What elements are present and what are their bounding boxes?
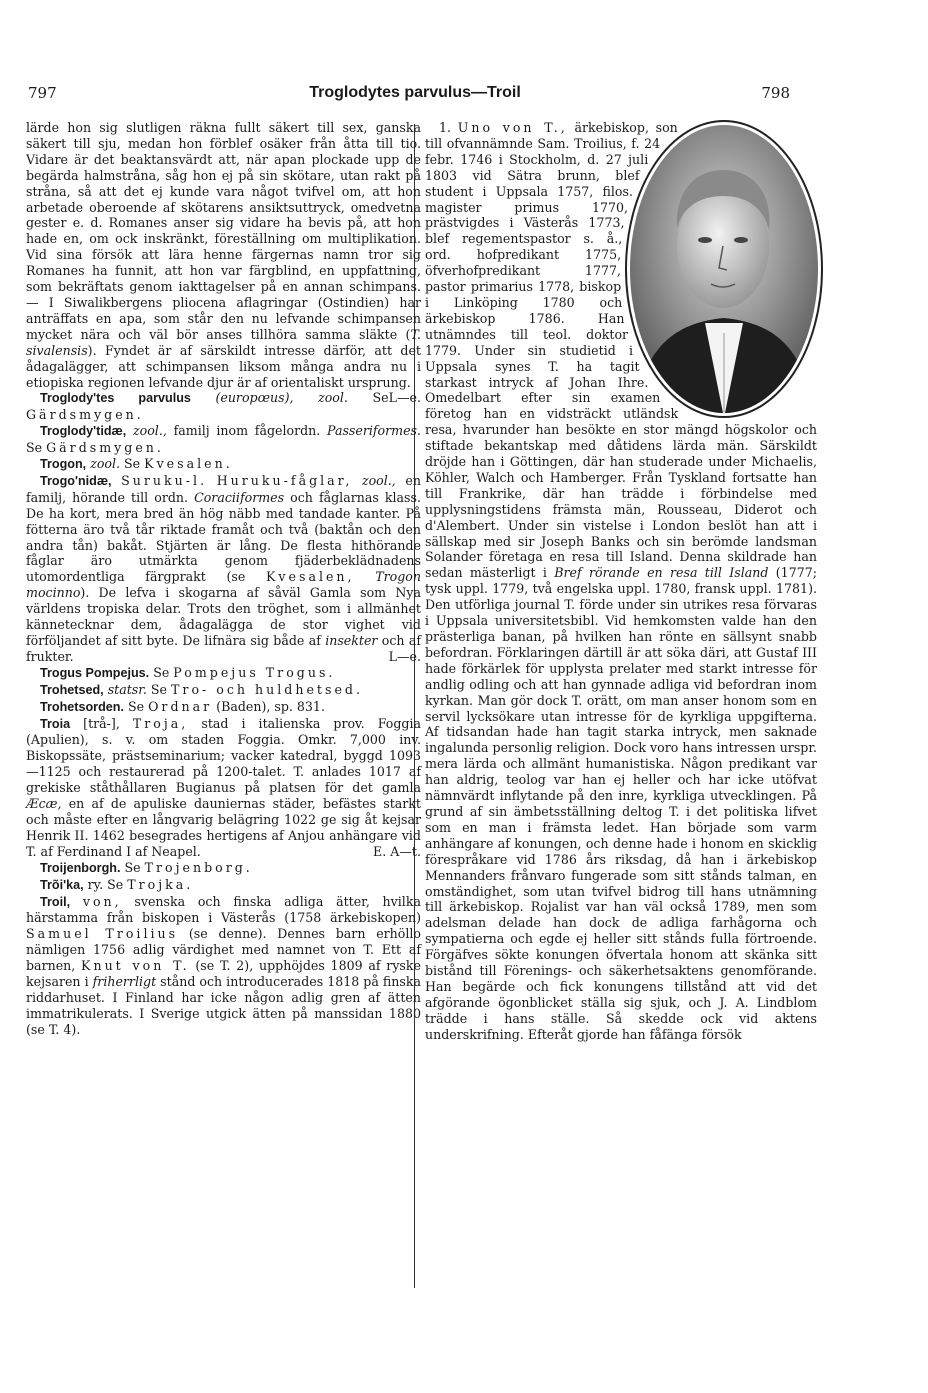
headword: Trogon,	[40, 457, 87, 472]
portrait-image	[623, 118, 825, 420]
page-number-left: 797	[28, 84, 57, 102]
paragraph-chimpanzee-continued: lärde hon sig slutligen räkna fullt säkert till sex, ganska säkert till sju, medan hon förblef osäker från åtta till tio. Vidare är det beaktansvärdt att, när apan plockade upp de begärda halmstråna, såg hon ej på sin skötare, utan rakt på stråna, så att det ej kunde vara något tvifvel om, att hon arbetade oberoende af skötarens ansiktsuttryck, omedvetna gester e. d. Romanes anser sig vidare ha bevis på, att hon hade en, om ock inskränkt, föreställning om multiplikation. Vid sina försök att lära henne färgernas namn tror sig Romanes ha funnit, att hon var färgblind, en uppfattning, som bekräftats genom iakttagelser på en annan schimpans. — I Siwalikbergens pliocena aflagringar (Ostindien) har anträffats en apa, som står den nu lefvande schimpansen mycket nära och väl bör anses tillhöra samma släkte (T. sivalensis). Fyndet är af särskildt intresse därför, att det ådagalägger, att schimpansen liksom många andra nu i etiopiska regionen lefvande djur är af orientaliskt ursprung. L—e.	[26, 120, 421, 406]
headword: Troglody'tes parvulus	[40, 391, 191, 406]
headword: Trogo'nidæ,	[40, 473, 112, 488]
headword: Trogus Pompejus.	[40, 665, 150, 680]
entry-troglodytes-parvulus: Troglody'tes parvulus (europœus), zool. Se Gärdsmygen.	[26, 390, 389, 423]
cross-reference: Kvesalen.	[144, 456, 233, 472]
headword: Troijenborgh.	[40, 860, 121, 875]
headword: Trõi'ka,	[40, 877, 84, 892]
entry-trogon: Trogon, zool. Se Kvesalen.	[40, 456, 233, 472]
headword: Uno von T.,	[457, 120, 568, 135]
cross-reference: Gärdsmygen.	[26, 407, 144, 423]
entry-troijenborgh: Troijenborgh. Se Trojenborg.	[40, 859, 253, 875]
entry-trohetsed: Trohetsed, statsr. Se Tro- och huldhetsed.	[40, 681, 363, 697]
entry-trogus-pompejus: Trogus Pompejus. Se Pompejus Trogus.	[40, 664, 336, 680]
cross-reference: Ordnar	[148, 698, 213, 714]
running-head: Troglodytes parvulus—Troil	[309, 84, 521, 101]
entry-troika: Trõi'ka, ry. Se Trojka.	[40, 876, 194, 892]
right-column	[425, 120, 817, 1043]
entry-troil: Troil, von, svenska och finska adliga ätter, hvilka härstamma från biskopen i Västerås (1758 ärkebiskopen) Samuel Troilius (se denne). Dennes barn erhöllo nämligen 1756 adlig värdighet med namnet von T. Ett af barnen, Knut von T. (se T. 2), upphöjdes 1809 af ryske kejsaren i friherrligt stånd och introducerades 1818 på finska riddarhuset. I Finland har icke någon adlig gren af ätten immatrikulerats. I Sverige utgick ätten på manssidan 1880 (se T. 4).	[26, 893, 421, 1037]
headword: Troil,	[40, 894, 71, 909]
headword: Trohetsed,	[40, 682, 104, 697]
page-number-right: 798	[761, 84, 790, 102]
cross-reference: Gärdsmygen.	[46, 440, 164, 456]
cross-reference: Pompejus Trogus.	[173, 664, 336, 680]
headword: Troia	[40, 716, 71, 731]
entry-troglodytidae: Troglody'tidæ, zool., familj inom fågelordn. Passeriformes. Se Gärdsmygen.	[26, 423, 422, 456]
author-signature: L—e.	[388, 648, 421, 664]
entry-uno-von-troil: 1. Uno von T., ärkebiskop, son till ofvannämnde Sam. Troilius, f. 24 febr. 1746 i Stockholm, d. 27 juli 1803 vid Sätra brunn, blef student i Uppsala 1757, filos. magister primus 1770, prästvigdes i Västerås 1773, blef regementspastor s. å., ord. hofpredikant 1775, öfverhofpredikant 1777, pastor primarius 1778, biskop i Linköping 1780 och ärkebiskop 1786. Han utnämndes till teol. doktor 1779. Under sin studietid i Uppsala synes T. ha tagit starkast intryck af Johan Ihre. Omedelbart efter sin examen företog han en vidsträckt utländsk resa, hvarunder han besökte en stor mängd högskolor och stiftade bekantskap med dåtidens lärda män. Särskildt dröjde han i Göttingen, där han studerade under Michaelis, Köhler, Walch och Hamberger. Från Tyskland fortsatte han till Frankrike, där han trädde i förbindelse med upplysningstidens främsta män, Rousseau, Diderot och d'Alembert. Under sin vistelse i London beslöt han att i sällskap med sir Joseph Banks och sin berömde landsman Solander företaga en resa till Island. Denna skildrade han sedan mästerligt i Bref rörande en resa till Island (1777; tysk uppl. 1779, två engelska uppl. 1780, fransk uppl. 1781). Den utförliga journal T. förde under sin utrikes resa förvaras i Uppsala universitetsbibl. Vid hemkomsten valde han den prästerliga banan, på hvilken han rönte en sällsynt snabb befordran. Förklaringen därtill är att söka däri, att Gustaf III hade förkärlek för upplysta prelater med starkt intresse för andlig odling och att han gynnade adliga vid befordran inom kyrkan. Man gör dock T. orätt, om man anser honom som en servil lycksökare utan intresse för de kyrkliga uppgifterna. Af tidsandan hade han tagit starka intryck, men saknade ingalunda personlig religion. Dock voro hans intressen urspr. mera lärda och allmänt humanistiska. Någon predikant var han aldrig, teolog var han ej heller och har icke utöfvat nämnvärdt inflytande på den inre, kyrkliga utvecklingen. På grund af sin ämbetsställning deltog T. i det politiska lifvet som en man i främsta ledet. Han började som varm anhängare af konungen, och denne hade i honom en skicklig förespråkare vid 1786 års riksdag, då han i ärkebiskop Mennanders frånvaro fungerade som sitt stånds talman, en omständighet, som utan tvifvel bidrog till hans utnämning till ärkebiskop. Rojalist var han väl också 1789, men som adelsman delade han dock de adliga farhågorna och sympatierna och egde ej heller sitt stånds fulla förtroende. Förgäfves sökte konungen öfvertala honom att skänka sitt bistånd till Förenings- och säkerhetsaktens genomförande. Han begärde och fick konungens tillstånd att vid det afgörande ögonblicket ställa sig sjuk, och J. A. Lindblom trädde i hans ställe. Så skedde ock vid aktens underskrifning. Efteråt gjorde han fåfänga försök	[425, 120, 817, 1043]
author-signature: E. A—t.	[373, 843, 421, 859]
entry-troia: Troia [trå-], Troja, stad i italienska prov. Foggia (Apulien), s. v. om staden Foggia. Omkr. 7,000 inv. Biskopssäte, prästseminarium; vacker katedral, byggd 1093—1125 och restaurerad på 1200-talet. T. anlades 1017 af grekiske ståthållaren Bugianus på platsen för det gamla Æcæ, en af de apuliske dauniernas städer, befästes starkt och måste efter en långvarig belägring 1022 ge sig åt kejsar Henrik II. 1462 besegrades hertigens af Anjou anhängare vid T. af Ferdinand I af Neapel. E. A—t.	[26, 715, 422, 859]
headword: Trohetsorden.	[40, 699, 124, 714]
author-signature: L—e.	[388, 390, 421, 406]
left-column	[26, 120, 421, 1038]
cross-reference: Trojenborg.	[144, 859, 253, 875]
cross-reference: Tro- och huldhetsed.	[171, 681, 363, 697]
entry-trohetsorden: Trohetsorden. Se Ordnar (Baden), sp. 831.	[40, 698, 325, 714]
cross-reference: Trojka.	[127, 876, 194, 892]
headword: Troglody'tidæ,	[40, 424, 127, 439]
entry-trogonidae: Trogo'nidæ, Suruku-l. Huruku-fåglar, zool., en familj, hörande till ordn. Coraciiformes och fåglarnas klass. De ha kort, mera bred än hög näbb med tandade kanter. På fötterna äro två tår riktade framåt och två (baktån och den andra tån) bakåt. Stjärten är lång. De flesta hithörande fåglar äro utmärkta genom fjäderbeklädnadens utomordentliga färgprakt (se Kvesalen, Trogon mocinno). De lefva i skogarna af såväl Gamla som Nya världens tropiska delar. Trots den tröghet, som i allmänhet kännetecknar dem, ådagalägga de stor vighet vid förföljandet af sitt byte. De lifnära sig både af insekter och af frukter. L—e.	[26, 472, 421, 664]
